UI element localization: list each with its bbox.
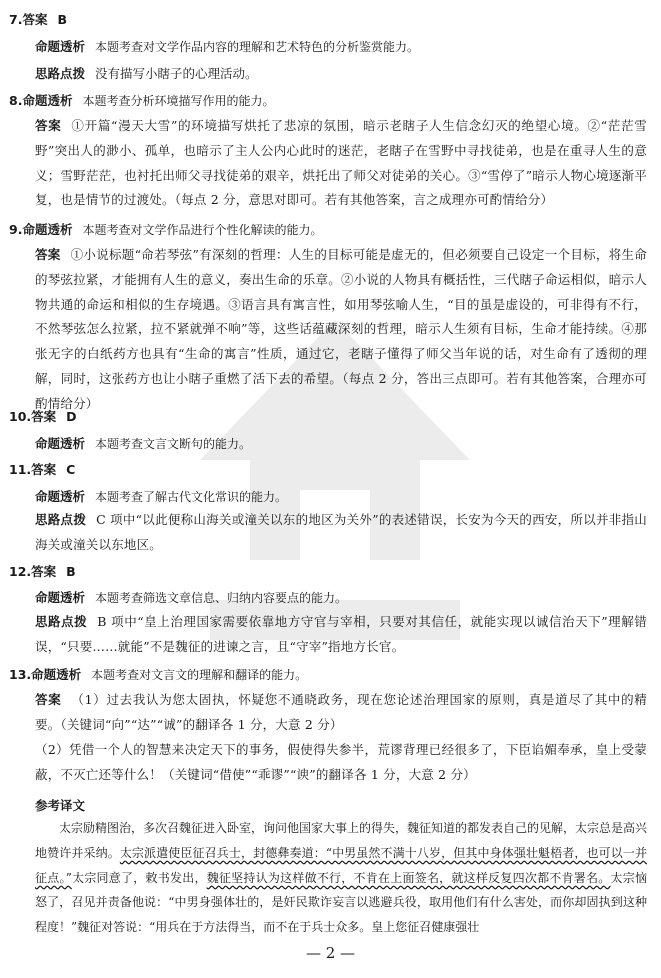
page-number: — 2 — [305,944,356,962]
intent-text: 本题考查文言文断句的能力。 [95,437,252,451]
translation-sentence-5: 太宗恼怒了，召见并责备他说：“中男身强体壮的，是奸民欺诈妄言以逃避兵役，取用他们有什么害处，而你却固执到这种程度！”魏征对答说：“用兵在于方法得当，而不在于兵士众多。皇上您征召健康强壮 [35,870,647,935]
translation-sentence-2: 太宗派遣使臣征召兵士，封德彝奏道：“中男虽然不满十八岁，但其中身体强壮魁梧者，也可以一并征点。” [35,845,647,885]
hint-label: 思路点拨 [35,512,87,527]
hint-label: 思路点拨 [35,614,88,629]
q11-hint-paragraph [35,508,647,558]
intent-text: 本题考查对文学作品内容的理解和艺术特色的分析鉴赏能力。 [95,40,420,54]
question-number: 11. [9,462,32,477]
intent-label: 命题透析 [22,93,73,108]
q8-answer-paragraph [35,114,647,213]
question-number: 12. [9,564,32,579]
q10-intent-row [35,435,251,453]
answer-label: 答案 [35,118,62,133]
answer-value: D [66,409,77,424]
q12-intent-row [35,589,347,607]
q13-answer-part1 [35,688,647,738]
hint-text: C 项中“以此便称山海关或潼关以东的地区为关外”的表述错误，长安为今天的西安，所以并非指山海关或潼关以东地区。 [35,512,647,552]
answer-label: 答案 [35,247,61,262]
q8-intent-row [9,92,274,110]
q10-answer-row [9,408,77,426]
answer-text: （1）过去我认为您太固执，怀疑您不通晓政务，现在您论述治理国家的原则，真是道尽了其中的精要。（关键词“向”“达”“诚”的翻译各 1 分，大意 2 分） [35,692,647,732]
q11-intent-row [35,488,287,506]
intent-label: 命题透析 [22,222,73,237]
q7-hint-row [35,65,258,83]
reference-translation-paragraph [35,816,647,940]
answer-value: C [66,462,76,477]
answer-text: ①小说标题“命若琴弦”有深刻的哲理：人生的目标可能是虚无的，但必须要自己设定一个目标，将生命的琴弦拉紧，才能拥有人生的意义，奏出生命的乐章。②小说的人物具有概括性，三代瞎子命运相似，暗示人物共通的命运和相似的生存境遇。③语言具有寓言性，如用琴弦喻人生，“目的虽是虚设的，可非得有不行，不然琴弦怎么拉紧，拉不紧就弹不响”等，这些话蕴藏深刻的哲理，暗示人生须有目标，生命才能持续。④那张无字的白纸药方也具有“生命的寓言”性质，通过它，老瞎子懂得了师父当年说的话，对生命有了透彻的理解，同时，这张药方也让小瞎子重燃了活下去的希望。（每点 2 分，答出三点即可。若有其他答案，合理亦可酌情给分） [35,247,648,411]
hint-text: B 项中“皇上治理国家需要依靠地方守官与宰相，只要对其信任，就能实现以诚信治天下”理解错误，“只要……就能”不是魏征的进谏之言，且“守宰”指地方长官。 [35,614,647,654]
intent-text: 本题考查了解古代文化常识的能力。 [95,490,288,504]
question-number: 13. [9,667,32,682]
q9-answer-paragraph [35,243,647,417]
q12-answer-row [9,563,76,581]
q7-intent-row [35,38,419,56]
reference-translation-heading: 参考译文 [35,798,86,813]
q9-intent-row [9,221,322,239]
intent-text: 本题考查对文言文的理解和翻译的能力。 [91,668,308,682]
intent-label: 命题透析 [35,489,86,504]
answer-label: 答案 [22,12,48,27]
intent-text: 本题考查筛选文章信息、归纳内容要点的能力。 [95,591,348,605]
answer-value: B [57,12,67,27]
translation-sentence-4: 魏征坚持认为这样做不行，不肯在上面签名，就这样反复四次都不肯署名。 [206,870,611,885]
translation-sentence-3: 太宗同意了，敕书发出， [71,870,207,885]
intent-label: 命题透析 [31,667,82,682]
intent-text: 本题考查分析环境描写作用的能力。 [82,94,275,108]
q13-answer-part2: （2）凭借一个人的智慧来决定天下的事务，假使得失参半，荒谬背理已经很多了，下臣谄媚奉承，皇上受蒙蔽，不灭亡还等什么！（关键词“借使”“乖谬”“谀”的翻译各 1 分，大意 2 分） [35,742,647,782]
hint-label: 思路点拨 [35,66,86,81]
question-number: 8. [9,93,23,108]
intent-label: 命题透析 [35,39,86,54]
q11-answer-row [9,461,75,479]
answer-label: 答案 [31,409,57,424]
answer-label: 答案 [31,564,57,579]
q12-hint-paragraph [35,610,647,660]
intent-label: 命题透析 [35,436,86,451]
hint-text: 没有描写小瞎子的心理活动。 [95,66,258,81]
question-number: 7. [9,12,23,27]
intent-label: 命题透析 [35,590,86,605]
answer-label: 答案 [35,692,62,707]
translation-sentence-1: 太宗励精图治，多次召魏征进入卧室，询问他国家大事上的得失，魏征知道的都发表自己的见解，太宗总是高兴地赞许并采纳。 [35,821,648,860]
q7-answer-row [9,11,67,29]
question-number: 9. [9,222,23,237]
question-number: 10. [9,409,32,424]
answer-value: B [66,564,76,579]
answer-text: ①开篇“漫天大雪”的环境描写烘托了悲凉的氛围，暗示老瞎子人生信念幻灭的绝望心境。②“茫茫雪野”突出人的渺小、孤单，也暗示了主人公内心此时的迷茫，老瞎子在雪野中寻找徒弟，也是在重寻人生的意义；雪野茫茫，也衬托出师父寻找徒弟的艰辛，烘托出了师父对徒弟的关心。③“雪停了”暗示人物心境逐渐平复，也是情节的过渡处。（每点 2 分，意思对即可。若有其他答案，言之成理亦可酌情给分） [35,118,647,208]
intent-text: 本题考查对文学作品进行个性化解读的能力。 [82,223,323,237]
answer-label: 答案 [31,462,57,477]
q13-intent-row [9,666,307,684]
